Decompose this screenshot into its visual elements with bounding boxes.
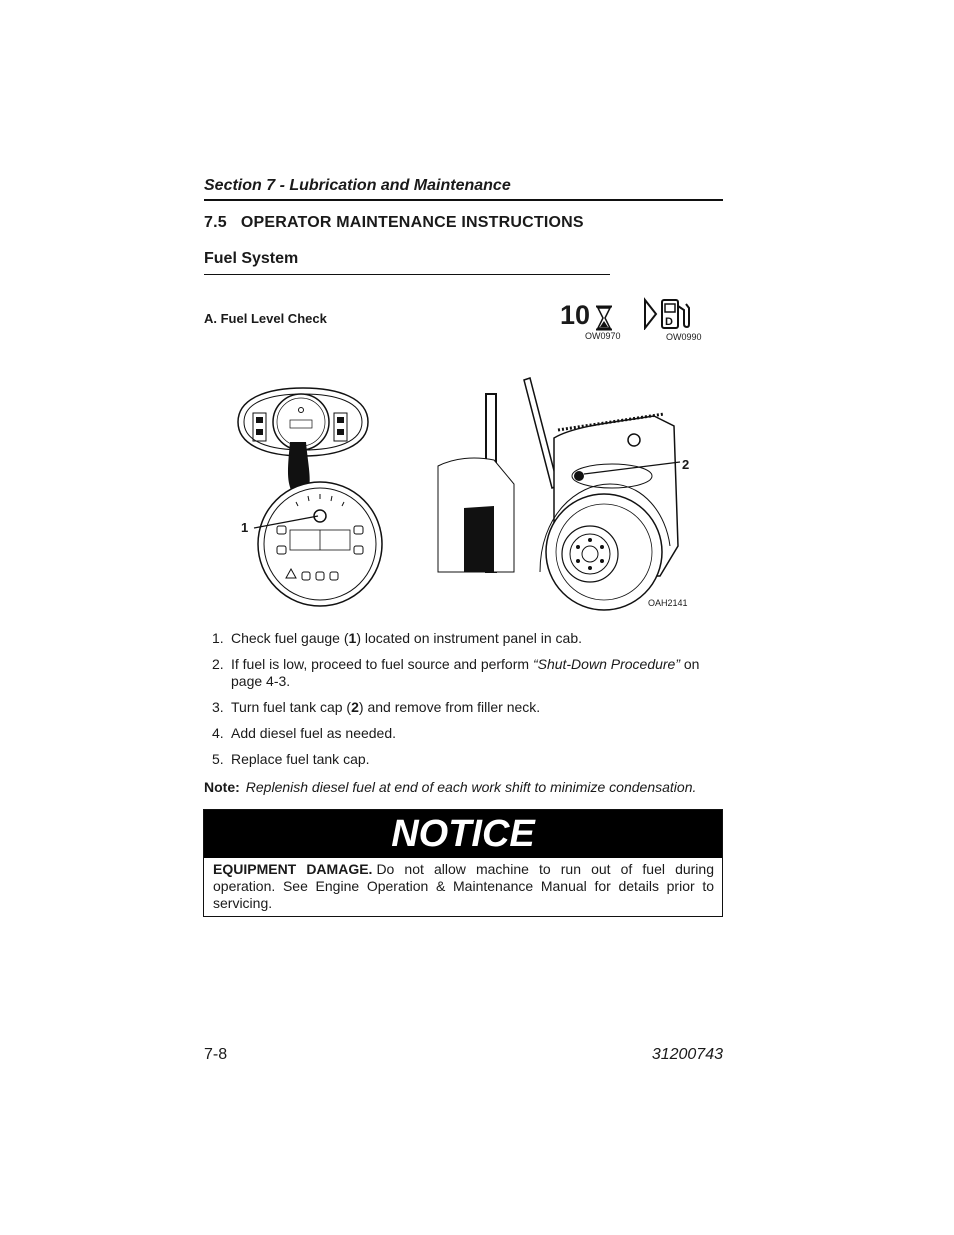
- page-number: 7-8: [204, 1046, 228, 1063]
- step-item: [204, 656, 724, 690]
- notice-label: EQUIPMENT DAMAGE.: [213, 861, 373, 877]
- step-number: 5.: [212, 751, 224, 767]
- step-text: If fuel is low, proceed to fuel source and perform: [231, 656, 533, 672]
- notice-body: [213, 861, 714, 912]
- document-number: 31200743: [651, 1046, 723, 1063]
- step-item: [204, 630, 724, 647]
- svg-text:D: D: [665, 316, 673, 328]
- step-text: Check fuel gauge (: [231, 630, 349, 646]
- step-number: 1.: [212, 630, 224, 646]
- subheading-rule: [204, 274, 610, 275]
- header-rule: [204, 199, 723, 201]
- step-number: 2.: [212, 656, 224, 672]
- figure-code: OAH2141: [648, 598, 688, 608]
- section-heading: [204, 214, 584, 232]
- step-number: 3.: [212, 699, 224, 715]
- diesel-fuel-icon: [642, 296, 692, 330]
- step-text: ) and remove from filler neck.: [358, 699, 541, 715]
- step-number: 4.: [212, 725, 224, 741]
- note-text: Replenish diesel fuel at end of each work shift to minimize condensation.: [245, 779, 697, 795]
- procedure-title: A. Fuel Level Check: [204, 311, 327, 326]
- icon-code-hourglass: OW0970: [585, 331, 621, 341]
- step-item: [204, 725, 724, 742]
- callout-2: 2: [682, 457, 690, 472]
- step-reference-link: “Shut-Down Procedure”: [532, 656, 680, 672]
- callout-1: 1: [241, 520, 249, 535]
- notice-title: NOTICE: [204, 810, 722, 858]
- interval-number: 10: [560, 300, 591, 330]
- section-heading-number: 7.5: [204, 214, 227, 231]
- fuel-tank-cap-illustration: [434, 376, 700, 616]
- step-text: Replace fuel tank cap.: [231, 751, 370, 767]
- step-item: [204, 751, 724, 768]
- section-heading-title: OPERATOR MAINTENANCE INSTRUCTIONS: [240, 214, 584, 231]
- hourglass-icon: [594, 305, 614, 331]
- note: [204, 779, 696, 795]
- callout-leader-1: [252, 512, 322, 532]
- subheading: Fuel System: [204, 250, 299, 267]
- procedure-steps: [204, 630, 724, 777]
- step-text: Turn fuel tank cap (: [231, 699, 352, 715]
- icon-code-fuel: OW0990: [666, 332, 702, 342]
- notice-box: [203, 809, 723, 917]
- step-text: ) located on instrument panel in cab.: [356, 630, 583, 646]
- notice-text: Do not allow machine to run out of fuel during operation. See Engine Operation & Maintenance Manual for details prior to servicing.: [213, 861, 714, 911]
- step-callout-ref: 2: [351, 699, 359, 715]
- step-item: [204, 699, 724, 716]
- step-text: Add diesel fuel as needed.: [231, 725, 397, 741]
- section-header: Section 7 - Lubrication and Maintenance: [204, 177, 511, 194]
- note-label: Note:: [204, 779, 240, 795]
- step-callout-ref: 1: [348, 630, 357, 646]
- step-text: on page 4-3.: [231, 656, 700, 689]
